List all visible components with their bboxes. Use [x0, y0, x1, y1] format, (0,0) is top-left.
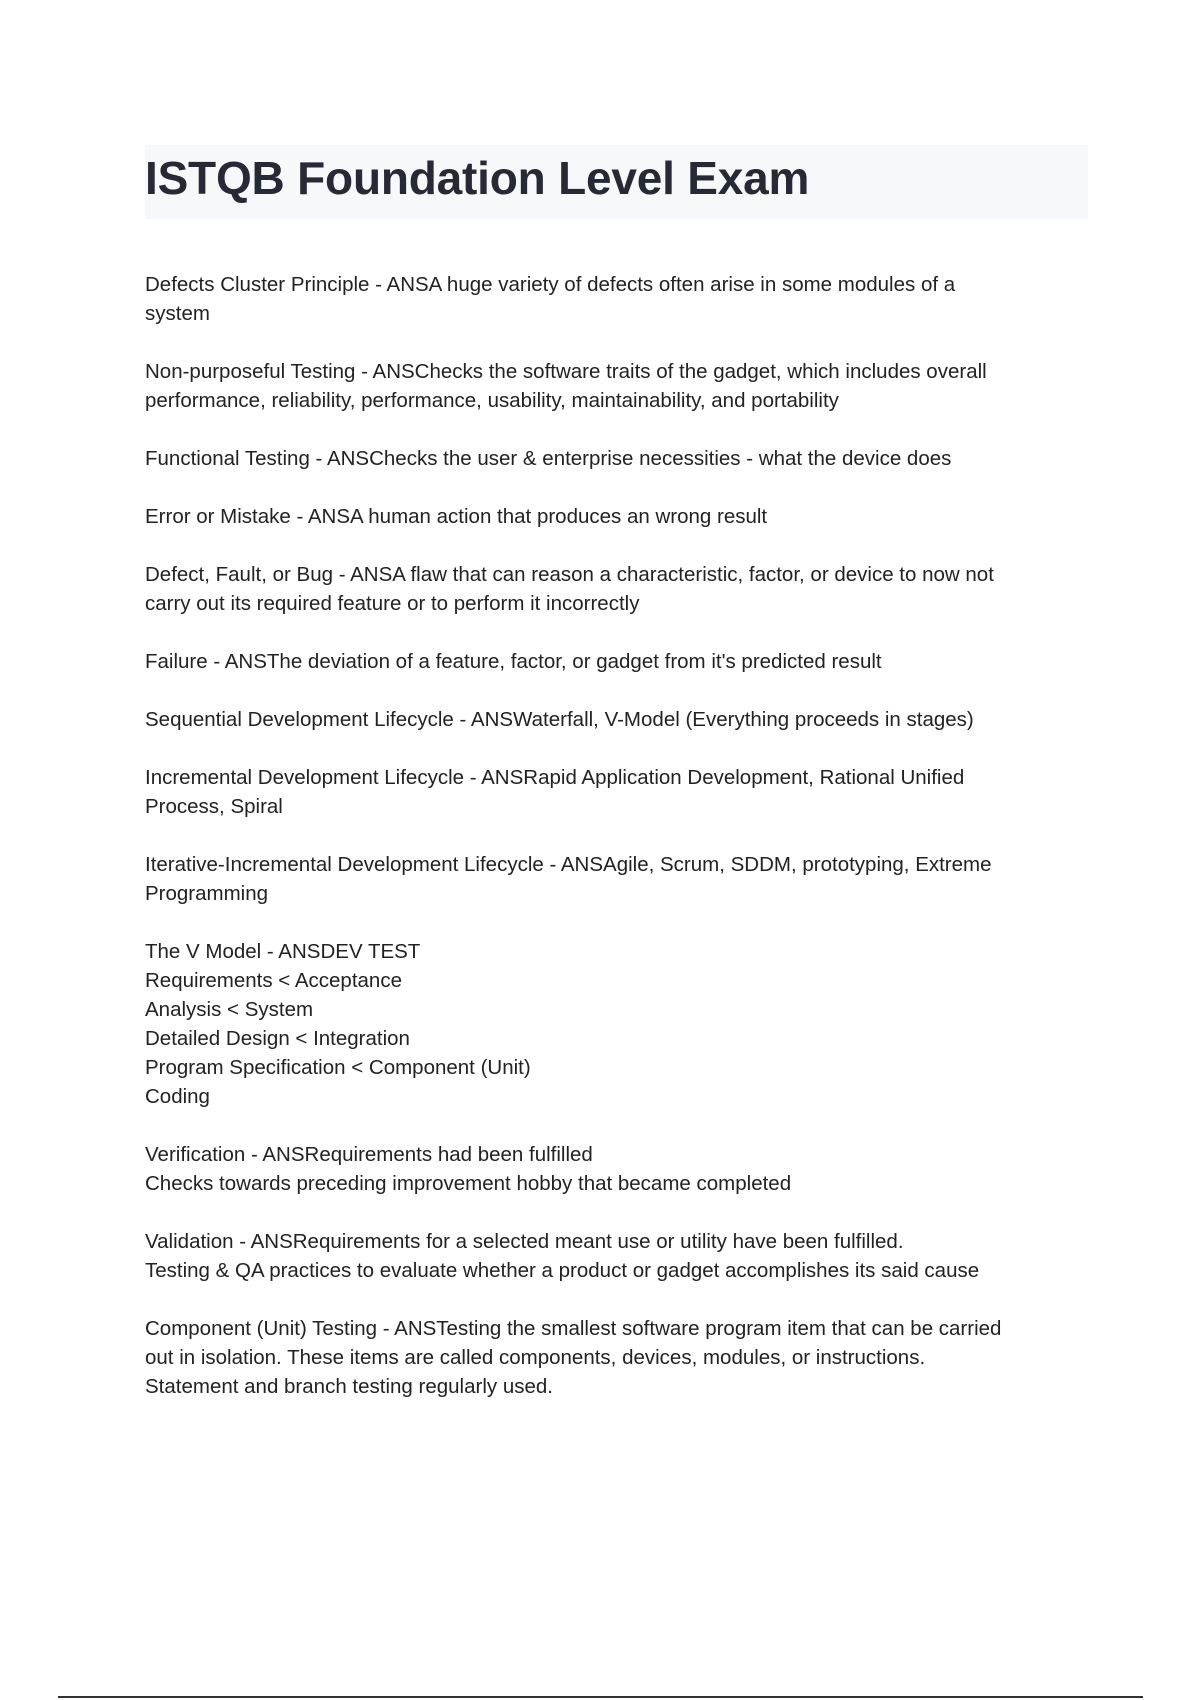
entry-line: Programming	[145, 882, 269, 905]
entry-component-unit-testing	[145, 1314, 1090, 1401]
entry-line: Testing & QA practices to evaluate whether a product or gadget accomplishes its said cause	[145, 1259, 980, 1282]
entry-defect-fault-bug	[145, 560, 1090, 618]
entry-non-purposeful-testing	[145, 357, 1090, 415]
entry-line: Coding	[145, 1085, 210, 1108]
document-body	[145, 270, 1090, 1430]
entry-line: carry out its required feature or to perform it incorrectly	[145, 592, 640, 615]
entry-line: Program Specification < Component (Unit)	[145, 1056, 531, 1079]
entry-line: Non-purposeful Testing - ANSChecks the software traits of the gadget, which includes overall	[145, 360, 987, 383]
page-title: ISTQB Foundation Level Exam	[145, 152, 810, 204]
entry-defects-cluster	[145, 270, 1090, 328]
entry-validation	[145, 1227, 1090, 1285]
entry-line: Statement and branch testing regularly used.	[145, 1375, 553, 1398]
entry-iterative-incremental-lifecycle	[145, 850, 1090, 908]
entry-line: Validation - ANSRequirements for a selected meant use or utility have been fulfilled.	[145, 1230, 904, 1253]
entry-line: Verification - ANSRequirements had been fulfilled	[145, 1143, 593, 1166]
entry-line: Analysis < System	[145, 998, 314, 1021]
entry-sequential-lifecycle	[145, 705, 1090, 734]
title-band	[145, 145, 1088, 219]
entry-line: Sequential Development Lifecycle - ANSWaterfall, V-Model (Everything proceeds in stages)	[145, 708, 974, 731]
entry-line: Component (Unit) Testing - ANSTesting the smallest software program item that can be carried	[145, 1317, 1002, 1340]
entry-incremental-lifecycle	[145, 763, 1090, 821]
entry-line: Failure - ANSThe deviation of a feature, factor, or gadget from it's predicted result	[145, 650, 882, 673]
entry-error-or-mistake	[145, 502, 1090, 531]
entry-v-model	[145, 937, 1090, 1111]
entry-line: out in isolation. These items are called components, devices, modules, or instructions.	[145, 1346, 926, 1369]
entry-line: Error or Mistake - ANSA human action that produces an wrong result	[145, 505, 768, 528]
entry-line: Incremental Development Lifecycle - ANSRapid Application Development, Rational Unified	[145, 766, 965, 789]
entry-failure	[145, 647, 1090, 676]
entry-line: The V Model - ANSDEV TEST	[145, 940, 421, 963]
entry-line: Iterative-Incremental Development Lifecycle - ANSAgile, Scrum, SDDM, prototyping, Extreme	[145, 853, 992, 876]
entry-line: Checks towards preceding improvement hobby that became completed	[145, 1172, 792, 1195]
page-bottom-divider	[58, 1696, 1143, 1698]
entry-line: Process, Spiral	[145, 795, 283, 818]
entry-line: performance, reliability, performance, usability, maintainability, and portability	[145, 389, 839, 412]
entry-line: Defects Cluster Principle - ANSA huge variety of defects often arise in some modules of a	[145, 273, 956, 296]
entry-line: Detailed Design < Integration	[145, 1027, 410, 1050]
entry-line: Functional Testing - ANSChecks the user & enterprise necessities - what the device does	[145, 447, 952, 470]
entry-line: Requirements < Acceptance	[145, 969, 402, 992]
entry-line: Defect, Fault, or Bug - ANSA flaw that can reason a characteristic, factor, or device to now not	[145, 563, 994, 586]
entry-line: system	[145, 302, 210, 325]
entry-functional-testing	[145, 444, 1090, 473]
entry-verification	[145, 1140, 1090, 1198]
